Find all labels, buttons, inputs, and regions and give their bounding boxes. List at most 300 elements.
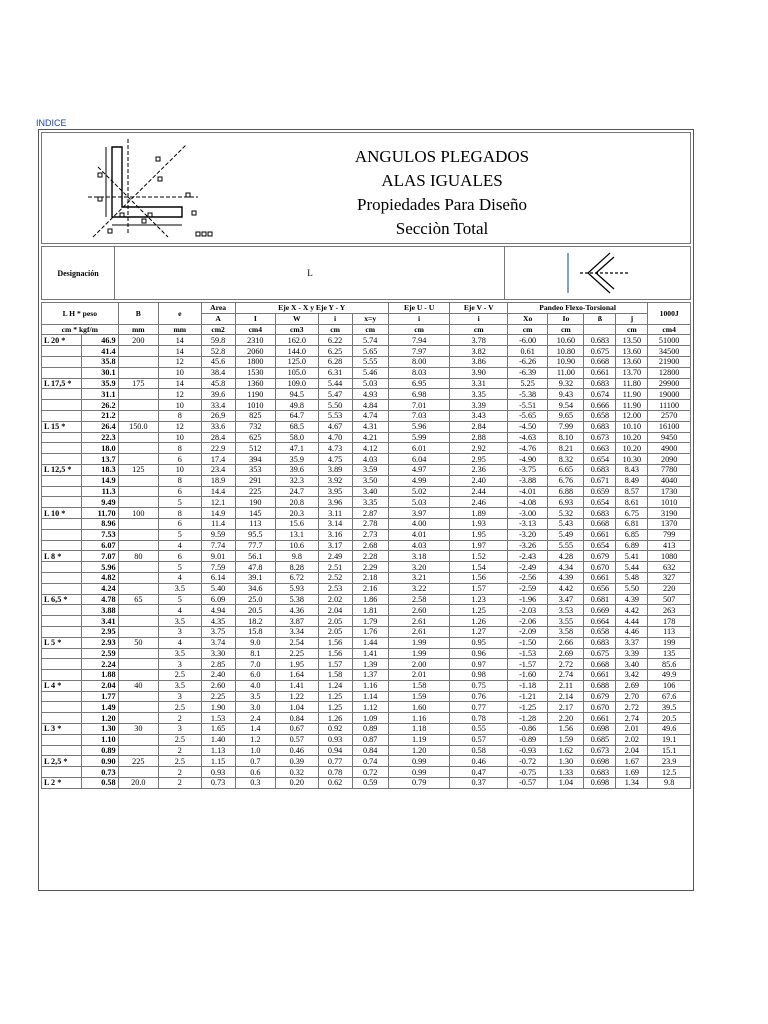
table-cell: 1.79 (352, 616, 388, 627)
unit: mm (118, 324, 158, 335)
cell-designation (42, 605, 82, 616)
table-cell: 11100 (648, 400, 691, 411)
cell-weight: 30.1 (82, 367, 118, 378)
table-cell: 95.5 (235, 529, 275, 540)
designation-label: Designación (42, 247, 115, 299)
cell-designation (42, 443, 82, 454)
cell-weight: 2.04 (82, 680, 118, 691)
table-cell: 2570 (648, 410, 691, 421)
table-cell: 2090 (648, 454, 691, 465)
cell-designation (42, 626, 82, 637)
table-cell: 34500 (648, 346, 691, 357)
table-cell: 0.7 (235, 756, 275, 767)
table-cell: 8.32 (548, 454, 584, 465)
table-cell: -3.88 (507, 475, 547, 486)
table-cell: 4 (159, 605, 202, 616)
table-cell: 0.59 (352, 778, 388, 789)
table-cell: 6.81 (616, 518, 648, 529)
table-cell: 2.54 (276, 637, 319, 648)
table-cell: 13.70 (616, 367, 648, 378)
cell-designation: L 12,5 * (42, 464, 82, 475)
table-row (42, 562, 691, 573)
table-cell: 2.05 (318, 616, 352, 627)
table-cell: 9.65 (548, 410, 584, 421)
cell-designation (42, 475, 82, 486)
cell-designation (42, 713, 82, 724)
table-cell: 5.44 (616, 562, 648, 573)
table-cell: 0.75 (450, 680, 507, 691)
table-cell: 94.5 (276, 389, 319, 400)
table-cell (118, 616, 158, 627)
table-cell: 2.05 (318, 626, 352, 637)
table-cell: -2.43 (507, 551, 547, 562)
table-cell: 58.0 (276, 432, 319, 443)
table-cell: 45.8 (201, 378, 235, 389)
table-cell: 2.95 (450, 454, 507, 465)
table-row (42, 346, 691, 357)
table-cell: 3.78 (450, 335, 507, 346)
table-cell: 2.70 (616, 691, 648, 702)
cell-weight: 35.9 (82, 378, 118, 389)
table-cell: -2.09 (507, 626, 547, 637)
table-cell: 100 (118, 508, 158, 519)
cell-designation (42, 767, 82, 778)
table-cell: 1.86 (352, 594, 388, 605)
table-row (42, 529, 691, 540)
table-cell: 5.03 (388, 497, 450, 508)
table-cell: 105.0 (276, 367, 319, 378)
table-cell: 15.8 (235, 626, 275, 637)
table-cell: 0.98 (450, 670, 507, 681)
table-cell: 0.663 (584, 443, 616, 454)
table-cell: 0.673 (584, 745, 616, 756)
table-cell: 6 (159, 551, 202, 562)
table-cell: 9450 (648, 432, 691, 443)
cell-designation (42, 702, 82, 713)
table-cell: 0.698 (584, 756, 616, 767)
table-cell: 5 (159, 562, 202, 573)
table-cell: 6.31 (318, 367, 352, 378)
table-cell: 4.39 (616, 594, 648, 605)
col-b: B (118, 303, 158, 325)
table-cell: 12.00 (616, 410, 648, 421)
table-cell: 0.654 (584, 454, 616, 465)
col-pandeo: Pandeo Flexo-Torsional (507, 303, 647, 314)
table-cell: 12800 (648, 367, 691, 378)
cell-weight: 35.8 (82, 356, 118, 367)
table-cell: 0.683 (584, 378, 616, 389)
table-cell: 3.20 (388, 562, 450, 573)
cell-designation (42, 367, 82, 378)
cell-weight: 1.20 (82, 713, 118, 724)
table-cell: 3.30 (201, 648, 235, 659)
table-cell: -1.28 (507, 713, 547, 724)
table-cell: 0.673 (584, 432, 616, 443)
table-cell: 1.65 (201, 724, 235, 735)
table-cell: 1.04 (276, 702, 319, 713)
table-cell: 1080 (648, 551, 691, 562)
table-cell: 3.16 (318, 529, 352, 540)
table-cell: 20.5 (235, 605, 275, 616)
table-cell: 5.53 (318, 410, 352, 421)
table-cell: 3.35 (352, 497, 388, 508)
table-cell: 4.34 (548, 562, 584, 573)
table-cell: 1370 (648, 518, 691, 529)
table-row (42, 605, 691, 616)
table-cell: 0.670 (584, 562, 616, 573)
table-cell: 13.50 (616, 335, 648, 346)
cell-weight: 2.93 (82, 637, 118, 648)
table-cell: 0.57 (450, 734, 507, 745)
table-cell: 14 (159, 346, 202, 357)
table-cell: 3 (159, 724, 202, 735)
table-cell: 3.5 (159, 680, 202, 691)
table-cell (118, 367, 158, 378)
cell-designation (42, 616, 82, 627)
table-cell: 1010 (648, 497, 691, 508)
table-cell: 5.50 (616, 583, 648, 594)
table-cell: 0.658 (584, 410, 616, 421)
table-cell: 4.28 (548, 551, 584, 562)
table-cell: 263 (648, 605, 691, 616)
table-cell: 12.5 (648, 767, 691, 778)
table-cell: -5.51 (507, 400, 547, 411)
table-cell: 353 (235, 464, 275, 475)
table-cell: 1.4 (235, 724, 275, 735)
table-row (42, 691, 691, 702)
table-row (42, 432, 691, 443)
table-cell: 0.683 (584, 464, 616, 475)
table-cell: 7.01 (388, 400, 450, 411)
table-row (42, 497, 691, 508)
cell-weight: 18.3 (82, 464, 118, 475)
table-cell: 5.03 (352, 378, 388, 389)
table-cell: 1.97 (450, 540, 507, 551)
table-cell: 4040 (648, 475, 691, 486)
table-cell: 2.92 (450, 443, 507, 454)
table-cell: -4.63 (507, 432, 547, 443)
table-cell: 3.92 (318, 475, 352, 486)
table-cell: 3.17 (318, 540, 352, 551)
table-cell: 2.51 (318, 562, 352, 573)
table-cell: 2 (159, 745, 202, 756)
table-cell: 3.39 (616, 648, 648, 659)
table-cell: 3.14 (318, 518, 352, 529)
table-cell: 2.04 (318, 605, 352, 616)
table-cell: 77.7 (235, 540, 275, 551)
table-cell: 2.04 (616, 745, 648, 756)
cell-designation (42, 745, 82, 756)
table-cell (118, 691, 158, 702)
table-cell: 4.99 (388, 475, 450, 486)
table-cell: 4.67 (318, 421, 352, 432)
table-row (42, 626, 691, 637)
table-cell: 1.22 (276, 691, 319, 702)
cell-designation (42, 454, 82, 465)
table-cell: 3.34 (276, 626, 319, 637)
table-cell: 1.18 (388, 724, 450, 735)
table-cell: 14 (159, 378, 202, 389)
table-row (42, 702, 691, 713)
table-cell: 3.82 (450, 346, 507, 357)
table-cell: 3.95 (318, 486, 352, 497)
sub-j: j (616, 313, 648, 324)
table-cell: 13.60 (616, 346, 648, 357)
table-cell: 2.61 (388, 616, 450, 627)
table-cell: 0.58 (450, 745, 507, 756)
table-cell: 39.5 (648, 702, 691, 713)
table-cell: 512 (235, 443, 275, 454)
table-cell: 225 (235, 486, 275, 497)
table-cell: 135 (648, 648, 691, 659)
table-cell: 0.675 (584, 346, 616, 357)
table-cell: 0.658 (584, 626, 616, 637)
table-cell: 113 (235, 518, 275, 529)
designation-value: L (116, 247, 505, 299)
table-cell (118, 659, 158, 670)
table-cell: 6.01 (388, 443, 450, 454)
cell-weight: 1.77 (82, 691, 118, 702)
table-cell: 0.671 (584, 475, 616, 486)
table-row (42, 734, 691, 745)
sub-io: Io (548, 313, 584, 324)
cell-designation: L 6,5 * (42, 594, 82, 605)
table-cell: 8.00 (388, 356, 450, 367)
table-cell: 0.3 (235, 778, 275, 789)
table-cell: 0.656 (584, 583, 616, 594)
cell-weight: 6.07 (82, 540, 118, 551)
table-cell: 1.33 (548, 767, 584, 778)
table-cell: 67.6 (648, 691, 691, 702)
table-cell: 10.20 (616, 432, 648, 443)
table-cell: -1.21 (507, 691, 547, 702)
table-cell: 10.10 (616, 421, 648, 432)
indice-link[interactable]: INDICE (36, 118, 67, 128)
table-cell: 4.94 (201, 605, 235, 616)
table-cell: -2.56 (507, 572, 547, 583)
table-cell: 0.20 (276, 778, 319, 789)
table-cell: 732 (235, 421, 275, 432)
table-cell: 0.73 (201, 778, 235, 789)
table-cell: 0.87 (352, 734, 388, 745)
table-cell: 2.72 (616, 702, 648, 713)
table-cell: 1.26 (318, 713, 352, 724)
table-cell: 220 (648, 583, 691, 594)
table-cell: 3.40 (616, 659, 648, 670)
table-cell: -1.60 (507, 670, 547, 681)
table-cell: 4.0 (235, 680, 275, 691)
table-cell: 5.43 (548, 518, 584, 529)
cell-weight: 3.41 (82, 616, 118, 627)
table-cell: 1010 (235, 400, 275, 411)
table-cell: 3190 (648, 508, 691, 519)
table-cell: 0.685 (584, 734, 616, 745)
table-cell: 6.0 (235, 670, 275, 681)
table-cell: 0.67 (276, 724, 319, 735)
table-cell: 1.24 (318, 680, 352, 691)
table-cell: 0.46 (276, 745, 319, 756)
table-cell: 507 (648, 594, 691, 605)
table-cell: 145 (235, 508, 275, 519)
table-cell: 5.44 (318, 378, 352, 389)
table-row (42, 518, 691, 529)
table-cell: 2.36 (450, 464, 507, 475)
table-cell: 0.72 (352, 767, 388, 778)
table-cell (118, 432, 158, 443)
table-cell: 6.75 (616, 508, 648, 519)
table-cell: -1.96 (507, 594, 547, 605)
cell-designation: L 8 * (42, 551, 82, 562)
col-eje-u: Eje U - U (388, 303, 450, 314)
table-cell: 59.8 (201, 335, 235, 346)
table-cell: 10.30 (616, 454, 648, 465)
table-cell: 5.41 (616, 551, 648, 562)
table-cell: 4.01 (388, 529, 450, 540)
table-cell: 20.5 (648, 713, 691, 724)
table-cell: 4.46 (616, 626, 648, 637)
table-cell: -2.03 (507, 605, 547, 616)
table-cell: 0.683 (584, 637, 616, 648)
cell-weight: 31.1 (82, 389, 118, 400)
table-cell: -2.49 (507, 562, 547, 573)
table-cell (118, 443, 158, 454)
table-cell: -3.20 (507, 529, 547, 540)
col-1000j: 1000J (648, 303, 691, 325)
title-line-4: Secciòn Total (395, 219, 489, 238)
table-cell: 5.99 (388, 432, 450, 443)
table-cell: 11.90 (616, 400, 648, 411)
table-cell: 0.659 (584, 486, 616, 497)
table-cell: 1.41 (276, 680, 319, 691)
properties-table (41, 302, 691, 789)
table-cell: 2.69 (548, 648, 584, 659)
angle-section-diagram (68, 137, 238, 241)
table-cell: 1.20 (388, 745, 450, 756)
table-cell: 1.25 (450, 605, 507, 616)
table-cell: 125.0 (276, 356, 319, 367)
table-cell: 4.73 (318, 443, 352, 454)
table-cell: 10.80 (548, 346, 584, 357)
table-row (42, 356, 691, 367)
table-cell: 1.27 (450, 626, 507, 637)
table-row (42, 464, 691, 475)
cell-weight: 7.53 (82, 529, 118, 540)
table-cell: 2.88 (450, 432, 507, 443)
table-cell: 5 (159, 497, 202, 508)
cell-designation: L 4 * (42, 680, 82, 691)
table-cell: 0.654 (584, 540, 616, 551)
table-cell: 1.44 (352, 637, 388, 648)
table-cell: 3.55 (548, 616, 584, 627)
table-cell: 0.95 (450, 637, 507, 648)
table-cell: 23.4 (201, 464, 235, 475)
table-row (42, 410, 691, 421)
table-cell: 10 (159, 464, 202, 475)
table-cell: 1.25 (318, 691, 352, 702)
table-cell: 7780 (648, 464, 691, 475)
table-cell: 2.58 (388, 594, 450, 605)
table-cell (118, 410, 158, 421)
cell-designation (42, 356, 82, 367)
table-row (42, 724, 691, 735)
table-cell: 0.664 (584, 616, 616, 627)
table-cell: 2060 (235, 346, 275, 357)
table-cell: 109.0 (276, 378, 319, 389)
table-cell: 2.87 (352, 508, 388, 519)
unit: cm2 (201, 324, 235, 335)
table-cell: 23.9 (648, 756, 691, 767)
table-cell (118, 356, 158, 367)
table-cell: 4.00 (388, 518, 450, 529)
table-cell: 4.42 (616, 605, 648, 616)
table-cell: -0.86 (507, 724, 547, 735)
table-cell: 2.68 (352, 540, 388, 551)
table-cell: 1.34 (616, 778, 648, 789)
cell-weight: 0.58 (82, 778, 118, 789)
table-cell: 0.93 (201, 767, 235, 778)
table-cell: 3.97 (388, 508, 450, 519)
table-cell: 1.69 (616, 767, 648, 778)
table-cell: 12.1 (201, 497, 235, 508)
table-cell: 3.86 (450, 356, 507, 367)
table-cell: 2.85 (201, 659, 235, 670)
table-cell: 0.668 (584, 518, 616, 529)
unit: cm * kgf/m (42, 324, 119, 335)
table-row (42, 454, 691, 465)
cell-weight: 1.10 (82, 734, 118, 745)
table-cell: 9.32 (548, 378, 584, 389)
table-cell: 1.59 (548, 734, 584, 745)
table-cell: 6.85 (616, 529, 648, 540)
table-cell: 6 (159, 518, 202, 529)
unit: mm (159, 324, 202, 335)
table-cell: 38.4 (201, 367, 235, 378)
table-cell: 0.39 (276, 756, 319, 767)
table-cell: 178 (648, 616, 691, 627)
table-cell: 1.40 (201, 734, 235, 745)
table-cell (118, 497, 158, 508)
table-cell: 8 (159, 443, 202, 454)
table-cell: 3.75 (201, 626, 235, 637)
table-cell: 13.1 (276, 529, 319, 540)
table-cell: 1.13 (201, 745, 235, 756)
table-cell: 1.04 (548, 778, 584, 789)
table-row (42, 508, 691, 519)
table-cell: 2.17 (548, 702, 584, 713)
designation-row (41, 246, 691, 300)
table-cell: 0.74 (352, 756, 388, 767)
cell-weight: 4.78 (82, 594, 118, 605)
table-cell (118, 702, 158, 713)
cell-weight: 0.73 (82, 767, 118, 778)
cell-weight: 41.4 (82, 346, 118, 357)
cell-weight: 7.07 (82, 551, 118, 562)
table-cell: 0.61 (507, 346, 547, 357)
table-cell (118, 518, 158, 529)
table-cell: 4900 (648, 443, 691, 454)
cell-designation (42, 734, 82, 745)
table-cell: 2.61 (388, 626, 450, 637)
table-cell: 8.43 (616, 464, 648, 475)
table-cell: 5.55 (352, 356, 388, 367)
table-frame (38, 129, 694, 891)
table-cell: 11.90 (616, 389, 648, 400)
cell-designation: L 5 * (42, 637, 82, 648)
cell-designation: L 10 * (42, 508, 82, 519)
table-cell: 12 (159, 421, 202, 432)
table-cell: 2.52 (318, 572, 352, 583)
cell-weight: 1.49 (82, 702, 118, 713)
